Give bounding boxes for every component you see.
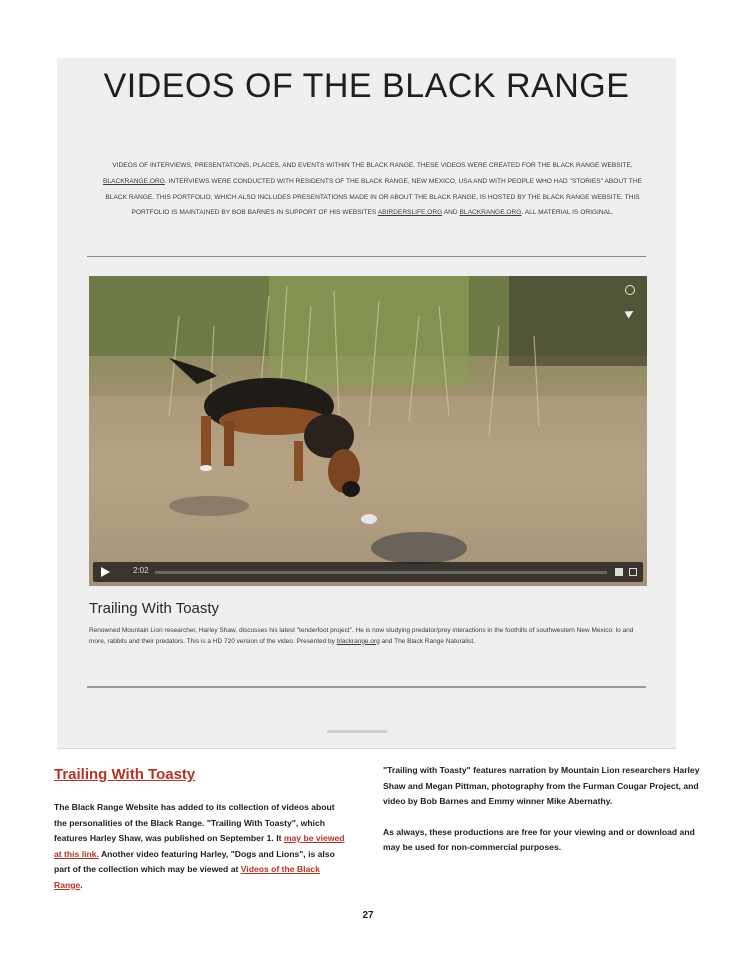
video-timecode: 2:02 — [133, 566, 149, 575]
footer-mark — [327, 730, 387, 733]
volume-icon[interactable] — [615, 568, 623, 576]
video-player[interactable] — [89, 276, 647, 586]
white-stone — [361, 514, 377, 524]
video-controls — [93, 562, 643, 582]
abirderslife-link[interactable]: ABIRDERSLIFE.ORG — [377, 209, 443, 217]
divider — [87, 686, 646, 688]
video-link[interactable]: may be viewed at this link. — [54, 833, 345, 859]
article-right-column — [383, 763, 701, 871]
play-icon[interactable] — [101, 567, 110, 577]
rock — [169, 496, 249, 516]
rock — [371, 532, 467, 564]
watch-later-icon[interactable] — [625, 285, 635, 295]
video-title: Trailing With Toasty — [89, 600, 220, 617]
blackrange-link[interactable]: BLACKRANGE.ORG — [103, 177, 165, 185]
dirt-ground — [89, 396, 647, 586]
blackrange-link-2[interactable]: BLACKRANGE.ORG — [459, 209, 522, 217]
page-title: VIDEOS OF THE BLACK RANGE — [103, 67, 630, 105]
usage-paragraph: As always, these productions are free for your viewing and or download and may be used for non-commercial purposes. — [383, 826, 695, 852]
video-frame — [89, 276, 647, 586]
article-left-column: The Black Range Website has added to its collection of videos about the personalities of the Black Range. "Trailing With Toasty", which features Harley Shaw, was published on September 1. It may be viewed at this link. Another video featuring Harley, "Dogs and Lions", is also part of the collection which may be viewed at Videos of the Black Range. — [54, 802, 345, 890]
article-title: Trailing With Toasty — [54, 766, 196, 783]
videos-collection-link[interactable]: Videos of the Black Range — [54, 864, 320, 890]
page-number: 27 — [362, 910, 374, 921]
fullscreen-icon[interactable] — [629, 568, 637, 576]
divider — [87, 256, 646, 257]
video-description: Renowned Mountain Lion researcher, Harley Shaw, discusses his latest "tenderfoot project". He is now studying predator/prey interactions in the foothills of southwestern New Mexico: lo and more, rabbits and their predators. This is a HD 720 version of the video. Presented by blackrange.org and The Black Range Naturalist. — [89, 627, 634, 645]
blackrange-desc-link[interactable]: blackrange.org — [336, 637, 380, 645]
green-bush — [269, 276, 469, 386]
progress-bar[interactable] — [155, 571, 607, 574]
website-screenshot — [57, 58, 676, 749]
narration-paragraph: "Trailing with Toasty" features narration by Mountain Lion researchers Harley Shaw and Megan Pittman, photography from the Furman Cougar Project, and video by Bob Barnes and Emmy winner Mike Abernathy. — [383, 765, 700, 806]
intro-text: VIDEOS OF INTERVIEWS, PRESENTATIONS, PLACES, AND EVENTS WITHIN THE BLACK RANGE. THESE VIDEOS WERE CREATED FOR THE BLACK RANGE WEBSITE, BLACKRANGE.ORG. INTERVIEWS WERE CONDUCTED WITH RESIDENTS OF THE BLACK RANGE, NEW MEXICO, USA AND WITH PEOPLE WHO HAD "STORIES" ABOUT THE BLACK RANGE. THIS PORTFOLIO, WHICH ALSO INCLUDES PRESENTATIONS MADE IN OR ABOUT THE BLACK RANGE, IS HOSTED BY THE BLACK RANGE WEBSITE. THIS PORTFOLIO IS MAINTAINED BY BOB BARNES IN SUPPORT OF HIS WEBSITES ABIRDERSLIFE.ORG AND BLACKRANGE.ORG. ALL MATERIAL IS ORIGINAL. — [103, 162, 642, 217]
